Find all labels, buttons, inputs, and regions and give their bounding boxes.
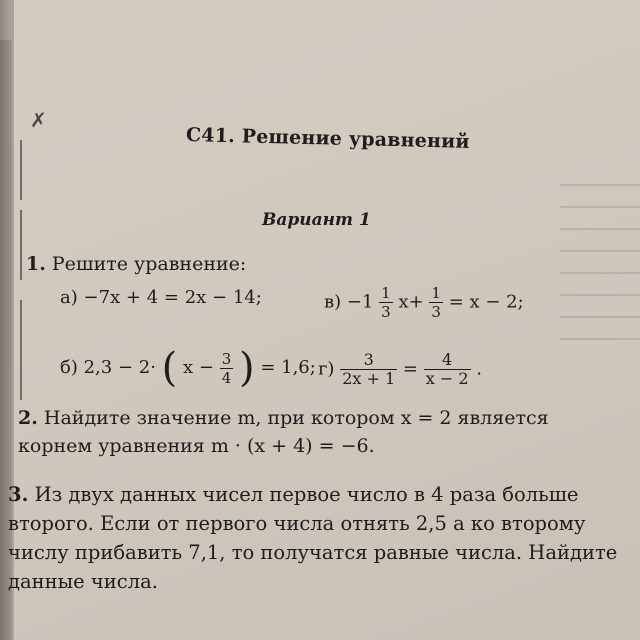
- equation-part: 2,3 − 2·: [83, 357, 156, 378]
- equation-part: x+: [398, 291, 424, 313]
- numerator: 3: [221, 349, 232, 368]
- pencil-line: [20, 300, 22, 400]
- equation-g: [318, 351, 482, 388]
- fraction: [379, 284, 393, 321]
- equation-label: б): [60, 357, 78, 378]
- numerator: 3: [340, 351, 397, 370]
- equation-part: = x − 2;: [448, 291, 524, 313]
- fraction: [340, 351, 397, 388]
- equation-label: а): [60, 287, 78, 308]
- denominator: 4: [221, 368, 232, 387]
- equation-v: [324, 284, 524, 321]
- equals-sign: =: [402, 358, 418, 380]
- close-paren: ): [238, 345, 255, 391]
- fraction: [220, 350, 234, 387]
- pencil-mark-icon: ✗: [30, 108, 47, 132]
- equation-label: в): [324, 291, 342, 313]
- bleed-through-text: [560, 180, 640, 340]
- denominator: 2x + 1: [342, 369, 396, 388]
- task-number: 3.: [8, 483, 29, 506]
- numerator: 4: [424, 351, 471, 370]
- numerator: 1: [381, 284, 391, 302]
- task-text: Из двух данных чисел первое число в 4 раза больше второго. Если от первого числа отнять 2,5 а ко второму числу прибавить 7,1, то получатся равные числа. Найдите данные числа.: [8, 483, 618, 593]
- equation-part: .: [476, 358, 482, 380]
- denominator: 3: [381, 303, 391, 321]
- fraction: [424, 351, 471, 388]
- task-1-heading: [26, 250, 246, 278]
- equation-label: г): [318, 358, 335, 380]
- task-text: Найдите значение m, при котором x = 2 является корнем уравнения m · (x + 4) = −6.: [18, 407, 549, 457]
- equation-part: x −: [183, 357, 214, 378]
- pencil-line: [20, 140, 22, 200]
- pencil-line: [20, 210, 22, 280]
- numerator: 1: [431, 284, 441, 302]
- equation-b: [60, 345, 316, 391]
- task-number: 2.: [18, 407, 38, 429]
- denominator: 3: [431, 303, 441, 321]
- task-2: [18, 404, 618, 460]
- task-3: [8, 480, 633, 596]
- variant-heading: Вариант 1: [262, 210, 371, 230]
- denominator: x − 2: [425, 369, 469, 388]
- equation-part: = 1,6;: [260, 357, 316, 378]
- task-prompt: Решите уравнение:: [51, 253, 247, 275]
- page-title: С41. Решение уравнений: [185, 124, 471, 153]
- task-number: 1.: [26, 253, 46, 275]
- fraction: [429, 284, 443, 321]
- equation-part: −1: [346, 291, 374, 313]
- equation-a: [60, 287, 262, 308]
- equation-text: −7x + 4 = 2x − 14;: [83, 287, 262, 308]
- open-paren: (: [161, 345, 178, 391]
